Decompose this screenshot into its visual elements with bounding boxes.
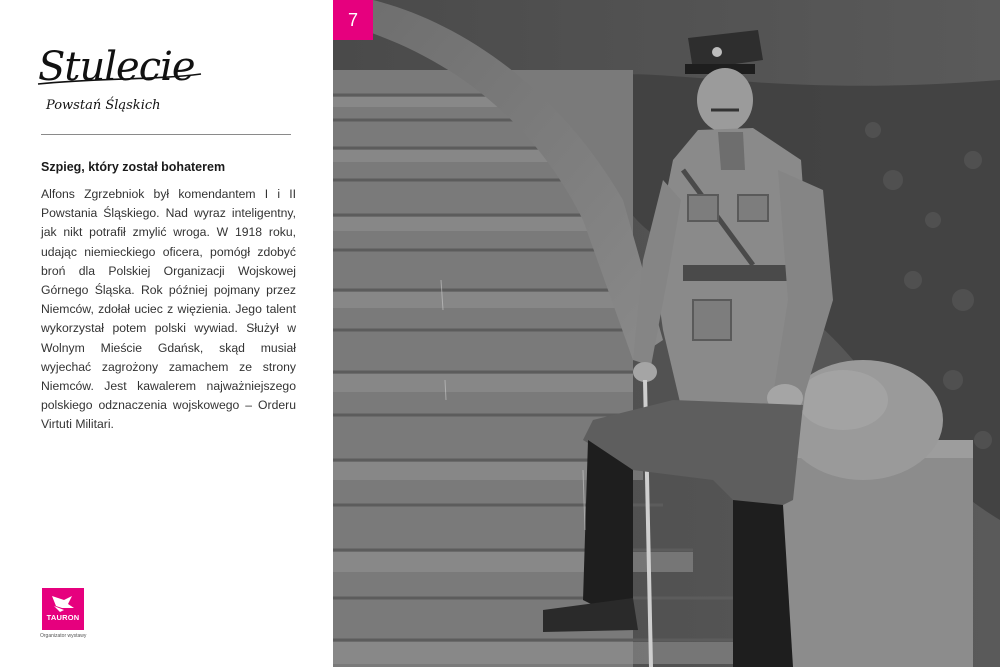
page-number-badge: 7 — [333, 0, 373, 40]
tauron-bull-icon — [42, 588, 84, 630]
tauron-logo-box — [42, 588, 84, 630]
stulecie-logo-graphic — [36, 38, 236, 118]
photo-scene — [333, 0, 1000, 667]
stulecie-logo — [36, 38, 236, 118]
article-title: Szpieg, który został bohaterem — [41, 160, 226, 174]
logo-title: Stulecie — [38, 44, 195, 90]
text-panel — [0, 0, 333, 667]
sponsor-caption: Organizator wystawy — [40, 633, 87, 639]
divider — [41, 134, 291, 135]
historical-photo — [333, 0, 1000, 667]
tauron-logo — [40, 588, 100, 648]
article-body: Alfons Zgrzebniok był komendantem I i II Powstania Śląskiego. Nad wyraz inteligentny, jak nikt potrafił zmylić wroga. W 1918 roku, udając niemieckiego oficera, pomógł zdobyć broń dla Polskiej Organizacji Wojskowej Górnego Śląska. Rok później pojmany przez Niemców, zdołał uciec z więzienia. Jego talent wykorzystał potem polski wywiad. Służył w Wolnym Mieście Gdańsk, skąd musiał wyjechać zagrożony zamachem ze strony Niemców. Jest kawalerem najważniejszego polskiego odznaczenia wojskowego – Orderu Virtuti Militari. — [41, 187, 296, 432]
sponsor-name: TAURON — [46, 613, 80, 622]
logo-subtitle: Powstań Śląskich — [46, 98, 161, 113]
